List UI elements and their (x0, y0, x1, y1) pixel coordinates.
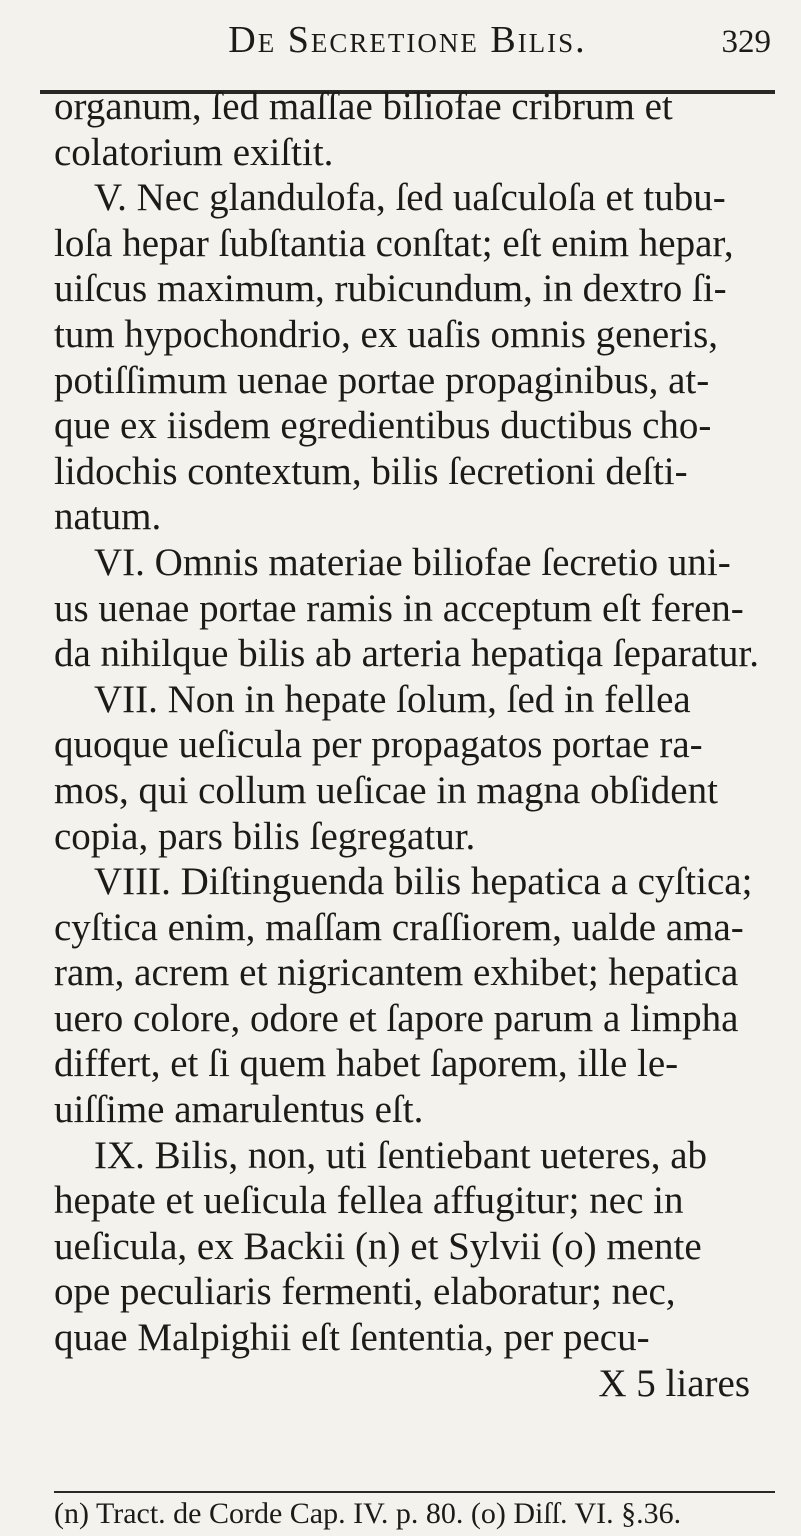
text-line: mos, qui collum ueſicae in magna obſident (54, 768, 718, 812)
section-ix-start: IX. Bilis, non, uti ſentiebant ueteres, ab (94, 1133, 708, 1177)
text-line: uiſcus maximum, rubicundum, in dextro ſi- (54, 267, 727, 311)
text-line: potiſſimum uenae portae propaginibus, at- (54, 358, 710, 402)
text-line: colatorium exiſtit. (54, 130, 334, 174)
text-line: ram, acrem et nigricantem exhibet; hepatica (54, 951, 739, 995)
text-line: natum. (54, 495, 162, 539)
section-v-start: V. Nec glandulofa, ſed uaſculoſa et tubu- (94, 176, 726, 220)
footnote: (n) Tract. de Corde Cap. IV. p. 80. (o) Diſſ. VI. §.36. (54, 1497, 682, 1530)
text-line: organum, ſed maſſae biliofae cribrum et (54, 85, 673, 128)
section-viii-start: VIII. Diſtinguenda bilis hepatica a cyſtica; (94, 860, 753, 904)
text-line: que ex iisdem egredientibus ductibus cho- (54, 404, 712, 448)
text-line: hepate et ueſicula fellea affugitur; nec in (54, 1179, 684, 1223)
text-line: cyſtica enim, maſſam craſſiorem, ualde ama- (54, 905, 744, 949)
text-line: uero colore, odore et ſapore parum a limpha (54, 996, 739, 1040)
text-line: copia, pars bilis ſegregatur. (54, 814, 476, 858)
text-line: lidochis contextum, bilis ſecretioni deſti- (54, 449, 688, 493)
footnote-rule (54, 1491, 775, 1493)
text-line: ueſicula, ex Backii (n) et Sylvii (o) mente (54, 1224, 702, 1268)
text-line: da nihilque bilis ab arteria hepatiqa ſeparatur. (54, 632, 759, 676)
text-line: uiſſime amarulentus eſt. (54, 1088, 424, 1132)
page-number: 329 (721, 24, 771, 60)
running-head: De Secretione Bilis. (228, 19, 587, 61)
text-line: us uenae portae ramis in acceptum eſt feren- (54, 586, 744, 630)
section-vii-start: VII. Non in hepate ſolum, ſed in fellea (94, 677, 691, 721)
section-vi-start: VI. Omnis materiae biliofae ſecretio uni- (94, 540, 731, 584)
text-line: quoque ueſicula per propagatos portae ra- (54, 723, 703, 767)
signature-catchword-line: X 5 liares (598, 1361, 750, 1405)
text-line: differt, et ſi quem habet ſaporem, ille le- (54, 1042, 679, 1086)
page-header (40, 18, 775, 76)
text-line: quae Malpighii eſt ſententia, per pecu- (54, 1316, 650, 1360)
text-line: tum hypochondrio, ex uaſis omnis generis, (54, 312, 718, 356)
body-text (54, 84, 784, 1406)
text-line: ope peculiaris fermenti, elaboratur; nec, (54, 1270, 676, 1314)
text-line: loſa hepar ſubſtantia conſtat; eſt enim hepar, (54, 221, 734, 265)
